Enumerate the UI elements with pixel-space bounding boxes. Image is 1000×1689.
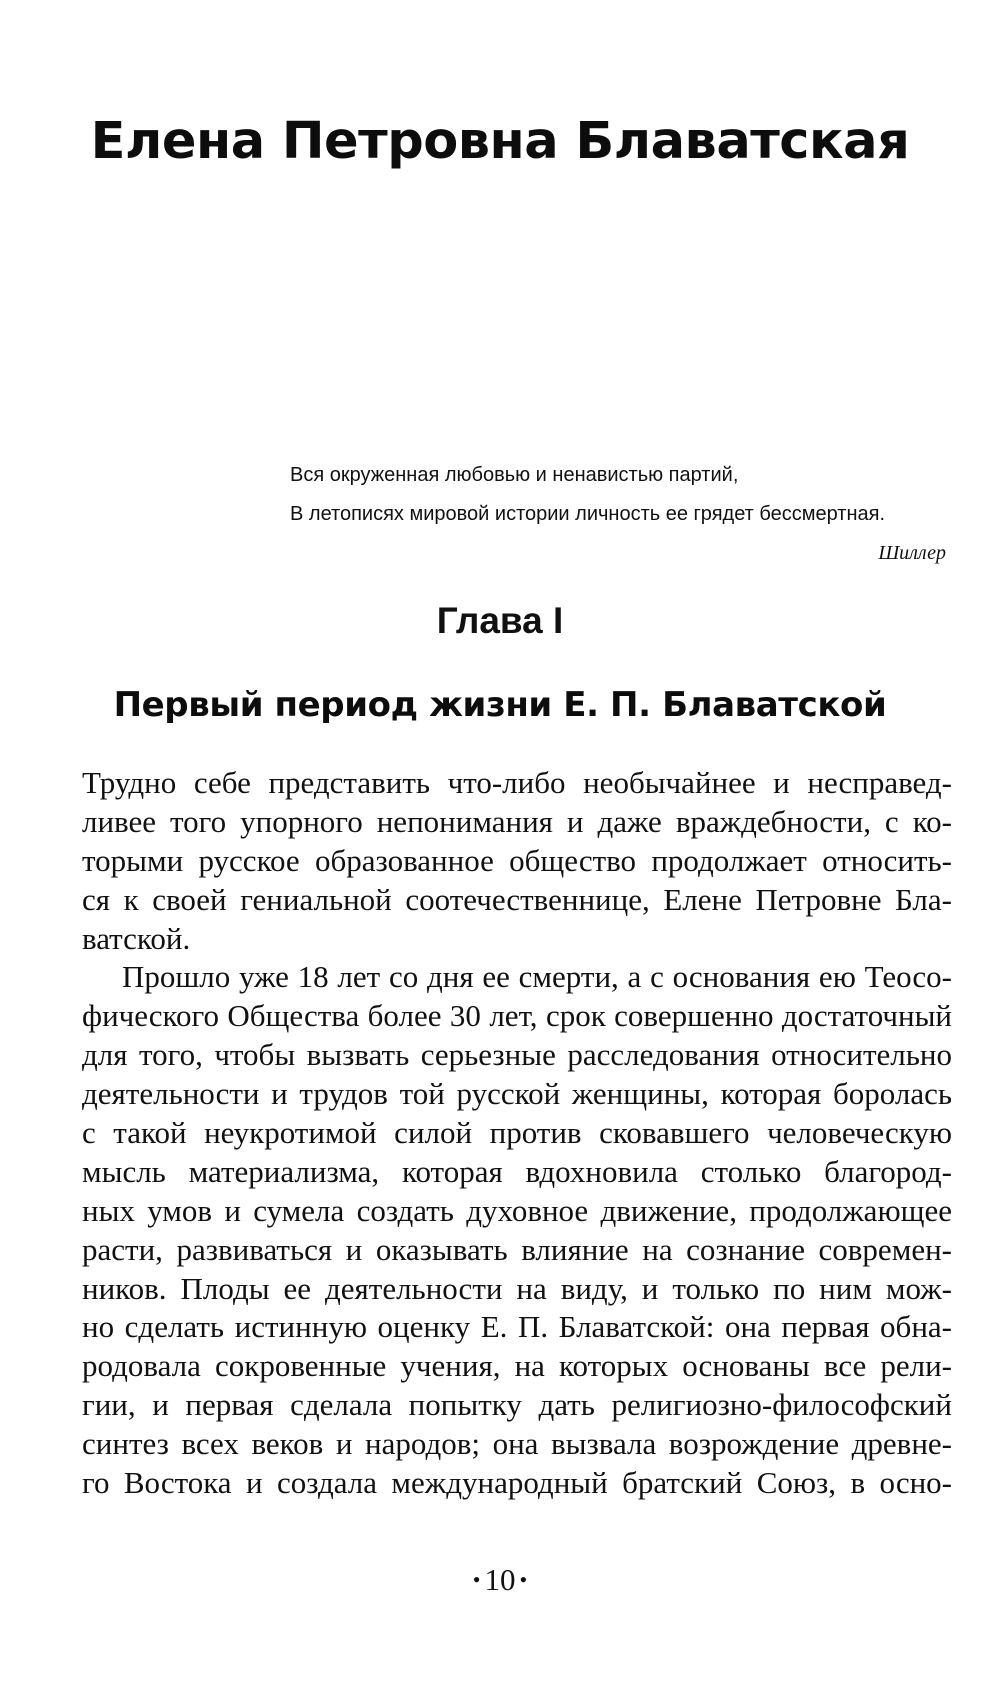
body-text	[82, 764, 952, 1503]
epigraph	[290, 456, 950, 573]
text-line: родовала сокровенные учения, на которых основаны все рели-	[82, 1348, 952, 1384]
text-line: ных умов и сумела создать духовное движение, продолжающее	[82, 1192, 952, 1228]
paragraph-1	[82, 764, 952, 958]
chapter-label: Глава I	[436, 600, 564, 641]
page-number	[0, 1562, 1000, 1598]
text-line: расти, развиваться и оказывать влияние на сознание современ-	[82, 1231, 952, 1267]
bullet-icon: •	[519, 1567, 528, 1592]
text-line: с такой неукротимой силой против сковавшего человеческую	[82, 1115, 952, 1151]
text-line: Трудно себе представить что-либо необычайнее и несправед-	[82, 765, 952, 800]
text-line: го Востока и создала международный братский Союз, в осно-	[82, 1465, 952, 1501]
epigraph-line: В летописях мировой истории личность ее грядет бессмертная.	[290, 503, 886, 525]
text-line: деятельности и трудов той русской женщины, которая боролась	[82, 1076, 952, 1112]
text-line: ся к своей гениальной соотечественнице, Елене Петровне Бла-	[82, 881, 952, 917]
paragraph-2	[82, 958, 952, 1502]
text-line: ников. Плоды ее деятельности на виду, и только по ним мож-	[82, 1270, 952, 1306]
text-line: мысль материализма, которая вдохновила столько благород-	[82, 1153, 952, 1189]
epigraph-line: Вся окруженная любовью и ненавистью партий,	[290, 464, 739, 486]
text-line: фического Общества более 30 лет, срок совершенно достаточный	[82, 998, 952, 1034]
text-line: торыми русское образованное общество продолжает относить-	[82, 842, 952, 878]
text-line: Прошло уже 18 лет со дня ее смерти, а с основания ею Теосо-	[122, 959, 952, 995]
chapter-title: Первый период жизни Е. П. Блаватской	[113, 685, 887, 725]
text-line: но сделать истинную оценку Е. П. Блаватской: она первая обна-	[82, 1309, 952, 1345]
text-line: ватской.	[82, 920, 191, 956]
epigraph-author: Шиллер	[878, 542, 946, 564]
bullet-icon: •	[472, 1567, 481, 1592]
page-number-value: 10	[484, 1562, 516, 1597]
text-line: синтез всех веков и народов; она вызвала возрождение древне-	[82, 1426, 952, 1462]
text-line: гии, и первая сделала попытку дать религиозно-философский	[82, 1387, 952, 1423]
book-title: Елена Петровна Блаватская	[90, 112, 910, 171]
text-line: для того, чтобы вызвать серьезные расследования относительно	[82, 1037, 952, 1073]
text-line: ливее того упорного непонимания и даже враждебности, с ко-	[82, 803, 952, 839]
